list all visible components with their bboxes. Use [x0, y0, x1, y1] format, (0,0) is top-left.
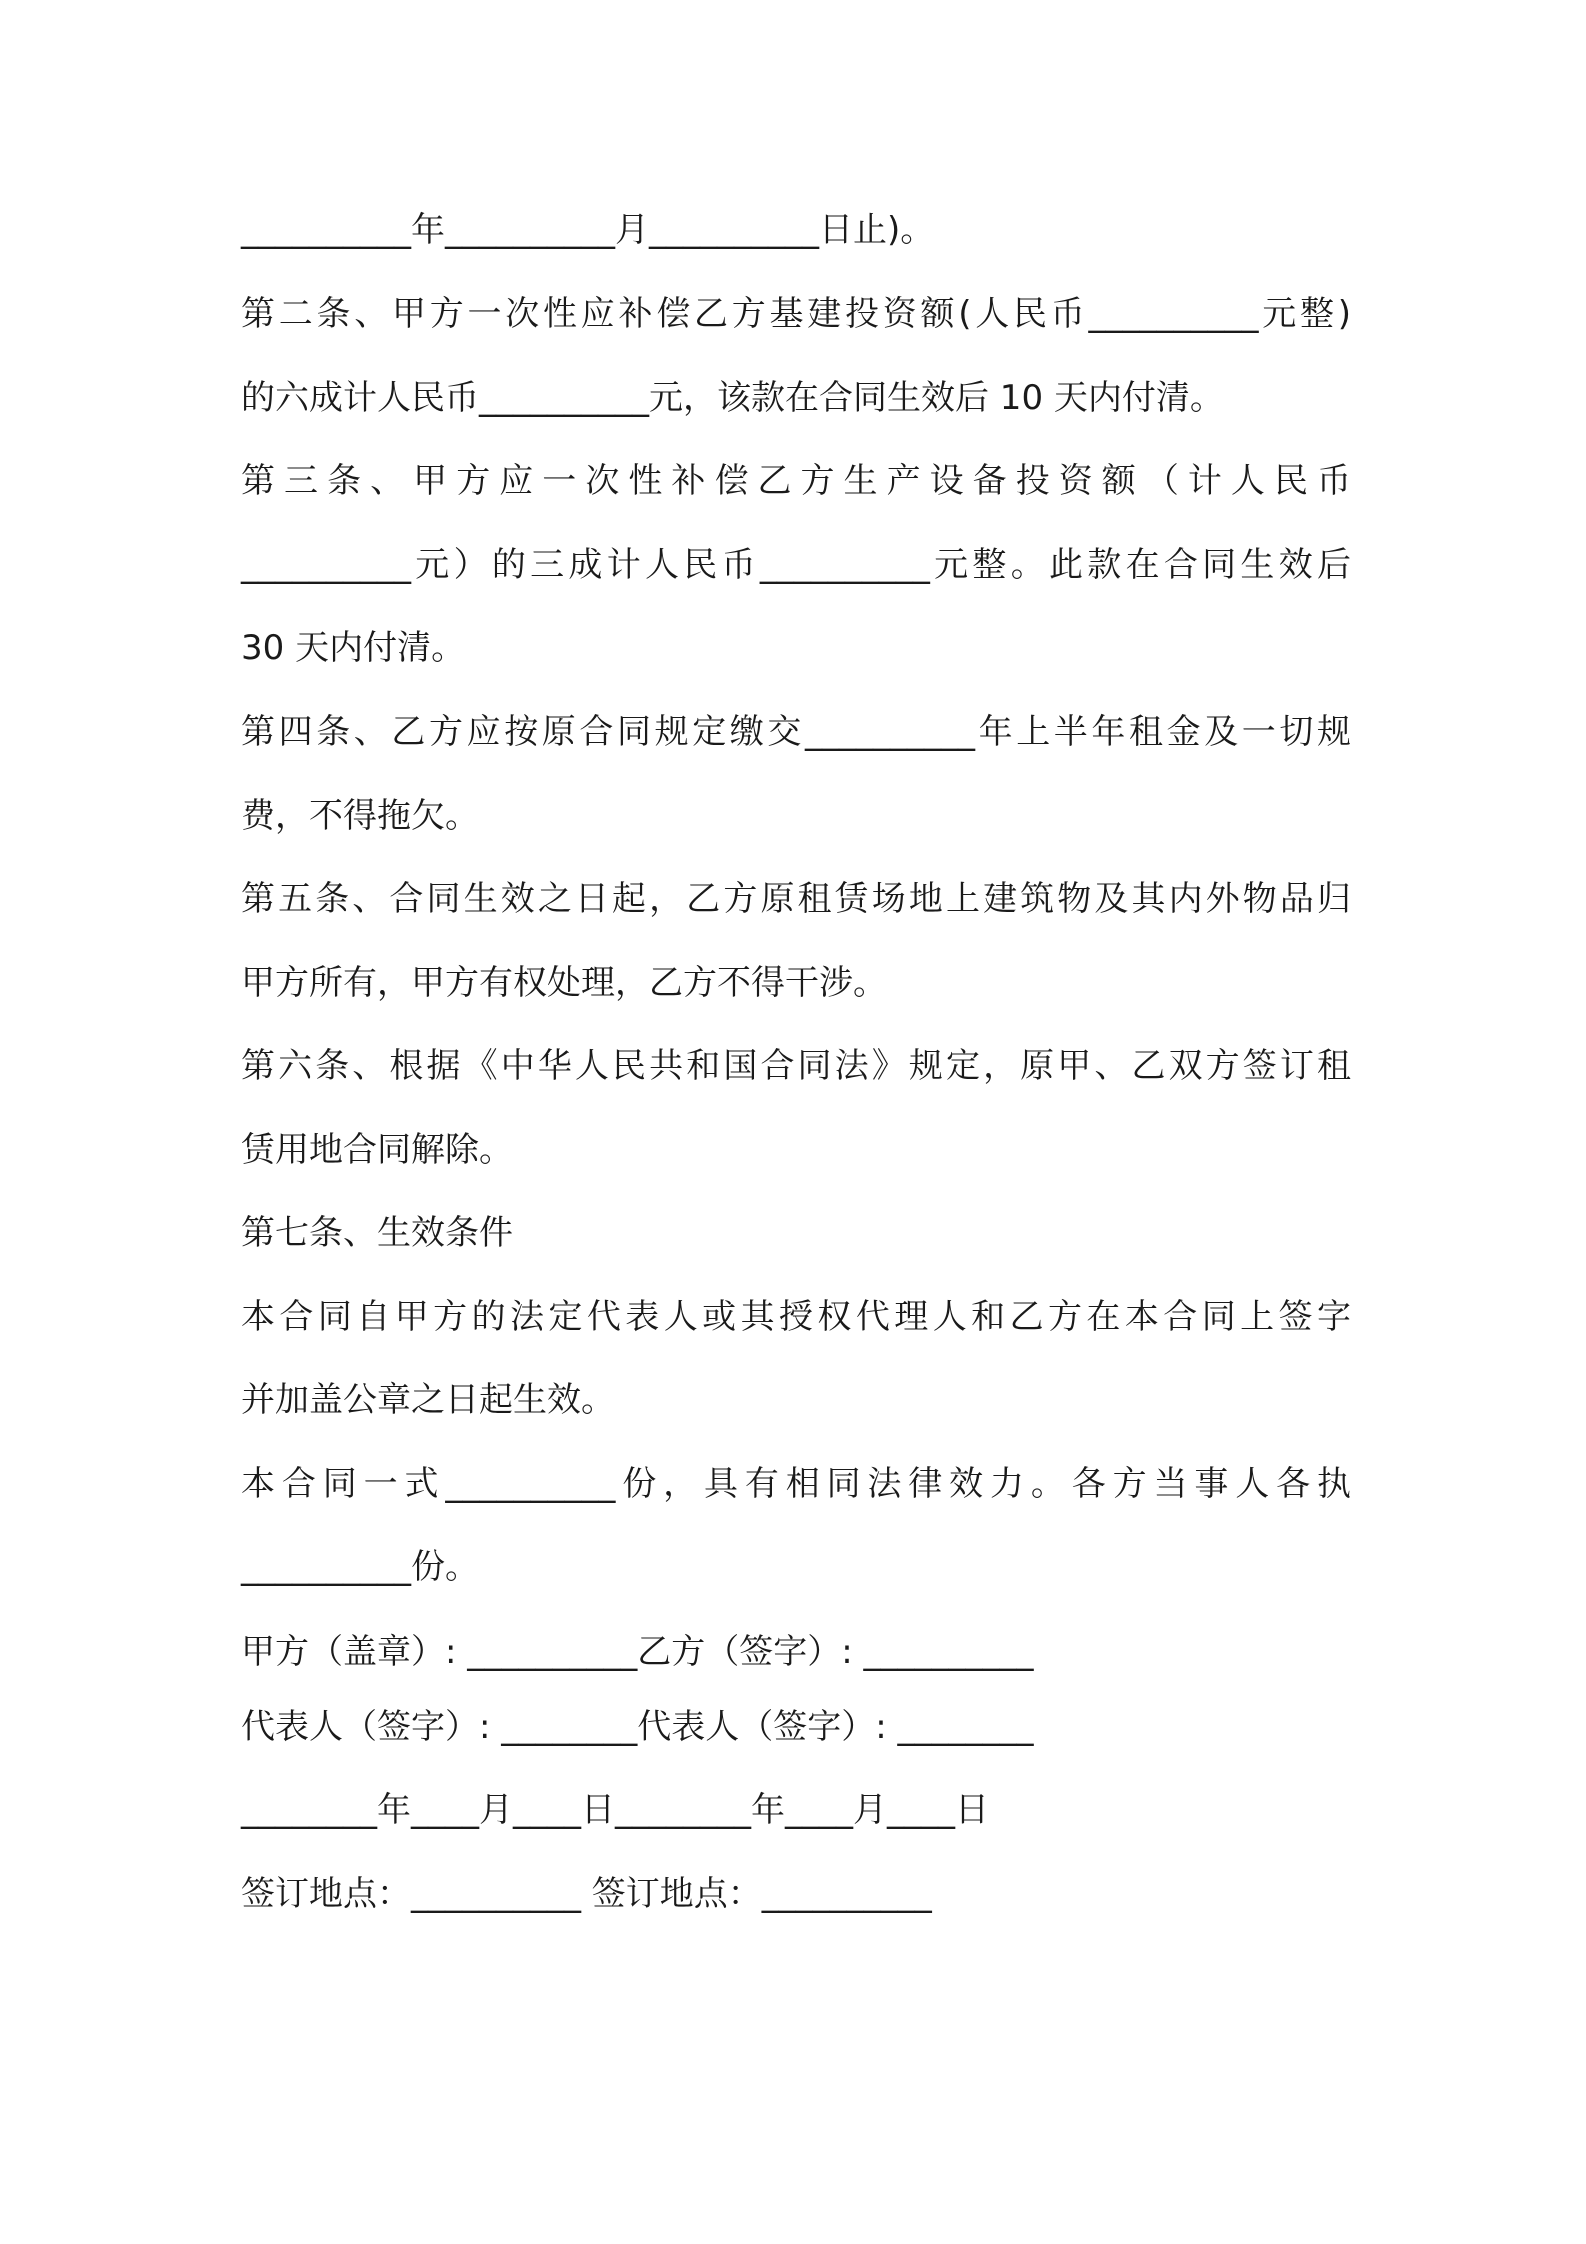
- text-line: __________年__________月__________日止)。: [241, 210, 935, 250]
- text-line: __________份。: [241, 1547, 479, 1587]
- section-heading: 第七条、生效条件: [241, 1213, 513, 1253]
- signature-line-representative: 代表人（签字）: ________代表人（签字）: ________: [241, 1707, 1034, 1747]
- text-line: 赁用地合同解除。: [241, 1130, 513, 1170]
- text-line: 第二条、甲方一次性应补偿乙方基建投资额(人民币__________元整): [241, 294, 1351, 334]
- text-line: 第三条、甲方应一次性补偿乙方生产设备投资额（计人民币: [241, 461, 1351, 501]
- text-line: 甲方所有，甲方有权处理，乙方不得干涉。: [241, 963, 887, 1003]
- text-line: 第五条、合同生效之日起，乙方原租赁场地上建筑物及其内外物品归: [241, 879, 1351, 919]
- text-line: 的六成计人民币__________元，该款在合同生效后 10 天内付清。: [241, 378, 1224, 418]
- text-line: 本合同一式__________份，具有相同法律效力。各方当事人各执: [241, 1464, 1351, 1504]
- text-line: __________元）的三成计人民币__________元整。此款在合同生效后: [241, 545, 1351, 585]
- text-line: 本合同自甲方的法定代表人或其授权代理人和乙方在本合同上签字: [241, 1297, 1351, 1337]
- signature-line-date: ________年____月____日________年____月____日: [241, 1790, 989, 1830]
- text-line: 30 天内付清。: [241, 628, 466, 668]
- signature-line-place: 签订地点：__________ 签订地点：__________: [241, 1874, 932, 1914]
- text-line: 费，不得拖欠。: [241, 796, 479, 836]
- signature-line-party: 甲方（盖章）: __________乙方（签字）: __________: [241, 1632, 1034, 1672]
- text-line: 第六条、根据《中华人民共和国合同法》规定，原甲、乙双方签订租: [241, 1046, 1351, 1086]
- text-line: 并加盖公章之日起生效。: [241, 1380, 615, 1420]
- text-line: 第四条、乙方应按原合同规定缴交__________年上半年租金及一切规: [241, 712, 1351, 752]
